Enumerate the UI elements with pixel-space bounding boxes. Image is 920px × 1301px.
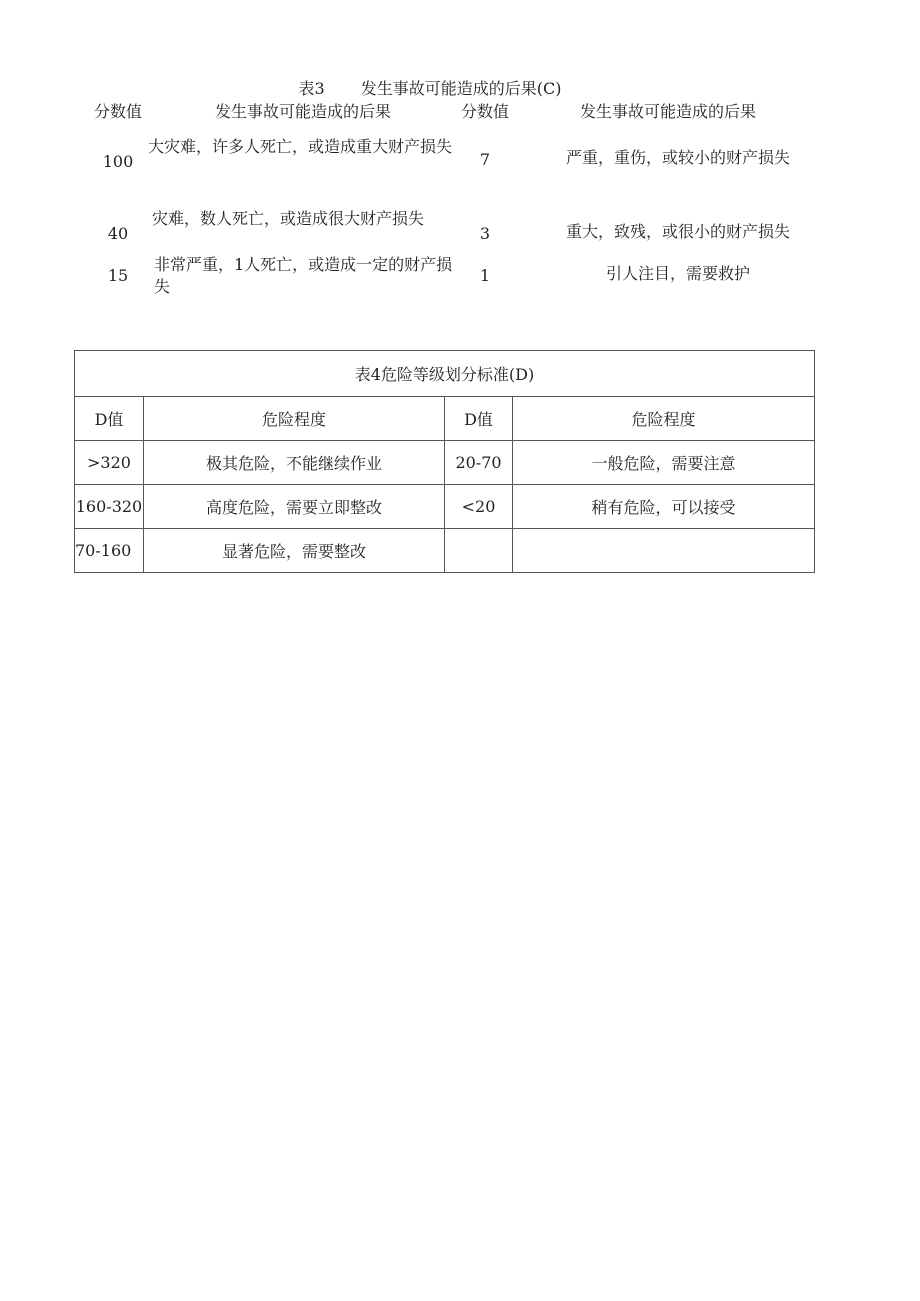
table3-caption: 发生事故可能造成的后果(C) [360,79,562,98]
table4-danger-level: 显著危险，需要整改 [144,529,445,573]
table-row [75,529,815,573]
table4-header-danger-level: 危险程度 [144,397,445,441]
table3-consequence [152,208,452,248]
table3-score: 15 [107,266,129,285]
table4-header-row [75,397,815,441]
table3-score: 1 [479,266,491,285]
table3-score: 100 [102,152,134,171]
table4-danger-level: 稍有危险，可以接受 [513,485,815,529]
table3-header-consequence-b: 发生事故可能造成的后果 [579,102,756,121]
table4-header-d-value: D值 [445,397,513,441]
table3-score: 7 [479,150,491,169]
table3-header-score-a: 分数值 [93,102,142,121]
table4-d-value [445,529,513,573]
table3-consequence: 引人注目，需要救护 [605,264,750,283]
table4-d-value: 20-70 [445,441,513,485]
table4 [74,350,815,573]
table-row [75,485,815,529]
table3-consequence [148,136,456,176]
table4-d-value: >320 [75,441,144,485]
table4-danger-level [513,529,815,573]
table3-number: 表3 [298,79,325,98]
table4-d-value: 160-320 [75,485,144,529]
table4-title: 表4危险等级划分标准(D) [75,351,815,397]
table3-score: 3 [479,224,491,243]
table3-header-score-b: 分数值 [460,102,509,121]
table3-title [0,76,860,99]
table3-score: 40 [107,224,129,243]
table4-danger-level: 高度危险，需要立即整改 [144,485,445,529]
table3-consequence: 严重，重伤，或较小的财产损失 [565,148,790,167]
table4-danger-level: 一般危险，需要注意 [513,441,815,485]
table-row [75,441,815,485]
table3-consequence-text: 非常严重，1人死亡，或造成一定的财产损失 [154,255,453,296]
table4-danger-level: 极其危险，不能继续作业 [144,441,445,485]
table3-consequence [154,254,454,298]
table4-d-value: <20 [445,485,513,529]
table3-consequence: 重大，致残，或很小的财产损失 [565,222,790,241]
table4-header-d-value: D值 [75,397,144,441]
table4-header-danger-level: 危险程度 [513,397,815,441]
table4-d-value: 70-160 [75,529,144,573]
table3-consequence-text: 大灾难，许多人死亡，或造成重大财产损失 [148,137,453,156]
table3-header-consequence-a: 发生事故可能造成的后果 [214,102,391,121]
table3-consequence-text: 灾难，数人死亡，或造成很大财产损失 [152,209,425,228]
